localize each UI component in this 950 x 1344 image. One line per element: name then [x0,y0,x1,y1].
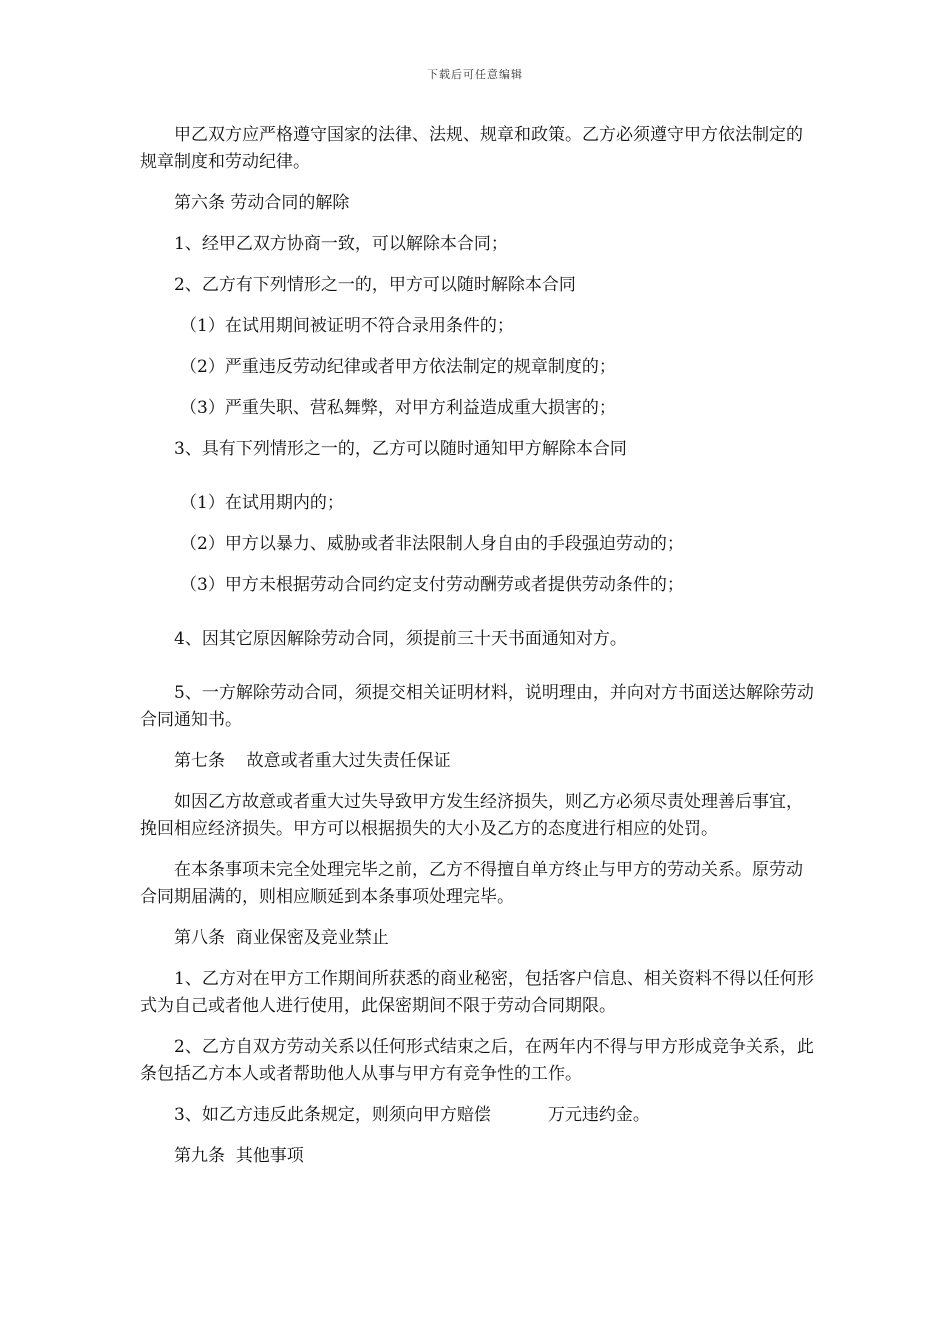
article-6-item-1: 1、经甲乙双方协商一致，可以解除本合同； [174,234,508,254]
article-6-title: 第六条 劳动合同的解除 [174,193,350,213]
article-6-item-3-sub-1: （1）在试用期内的； [180,493,344,513]
article-6-item-3: 3、具有下列情形之一的，乙方可以随时通知甲方解除本合同 [174,439,627,459]
article-6-item-4: 4、因其它原因解除劳动合同，须提前三十天书面通知对方。 [174,629,627,649]
article-7-title: 第七条 故意或者重大过失责任保证 [174,751,451,771]
article-6-item-2-sub-2: （2）严重违反劳动纪律或者甲方依法制定的规章制度的； [180,357,616,377]
article-8-item-3-text-b: 万元违约金。 [547,1105,650,1125]
article-6-item-2-sub-3: （3）严重失职、营私舞弊，对甲方利益造成重大损害的； [180,398,616,418]
article-6-item-2: 2、乙方有下列情形之一的，甲方可以随时解除本合同 [174,275,576,295]
document-body [140,122,814,1170]
article-6-item-3-sub-2: （2）甲方以暴力、威胁或者非法限制人身自由的手段强迫劳动的； [180,534,684,554]
article-8-item-1: 1、乙方对在甲方工作期间所获悉的商业秘密，包括客户信息、相关资料不得以任何形式为自己或者他人进行使用，此保密期间不限于劳动合同期限。 [140,969,814,1016]
article-6-item-2-sub-1: （1）在试用期间被证明不符合录用条件的； [180,316,514,336]
page-header: 下载后可任意编辑 [427,68,523,81]
article-6-item-3-sub-3: （3）甲方未根据劳动合同约定支付劳动酬劳或者提供劳动条件的； [180,575,684,595]
article-7-paragraph-2: 在本条事项未完全处理完毕之前，乙方不得擅自单方终止与甲方的劳动关系。原劳动合同期届满的，则相应顺延到本条事项处理完毕。 [140,860,803,907]
article-7-paragraph-1: 如因乙方故意或者重大过失导致甲方发生经济损失，则乙方必须尽责处理善后事宜，挽回相应经济损失。甲方可以根据损失的大小及乙方的态度进行相应的处罚。 [140,792,803,839]
article-9-title: 第九条 其他事项 [174,1146,304,1166]
article-8-item-2: 2、乙方自双方劳动关系以任何形式结束之后，在两年内不得与甲方形成竞争关系，此条包括乙方本人或者帮助他人从事与甲方有竞争性的工作。 [140,1037,814,1084]
article-8-item-3-text-a: 3、如乙方违反此条规定，则须向甲方赔偿 [174,1105,491,1125]
paragraph-obligations: 甲乙双方应严格遵守国家的法律、法规、规章和政策。乙方必须遵守甲方依法制定的规章制度和劳动纪律。 [140,125,803,172]
article-8-title: 第八条 商业保密及竞业禁止 [174,928,389,948]
article-8-item-3 [174,1102,814,1129]
article-6-item-5: 5、一方解除劳动合同，须提交相关证明材料，说明理由，并向对方书面送达解除劳动合同通知书。 [140,683,814,730]
